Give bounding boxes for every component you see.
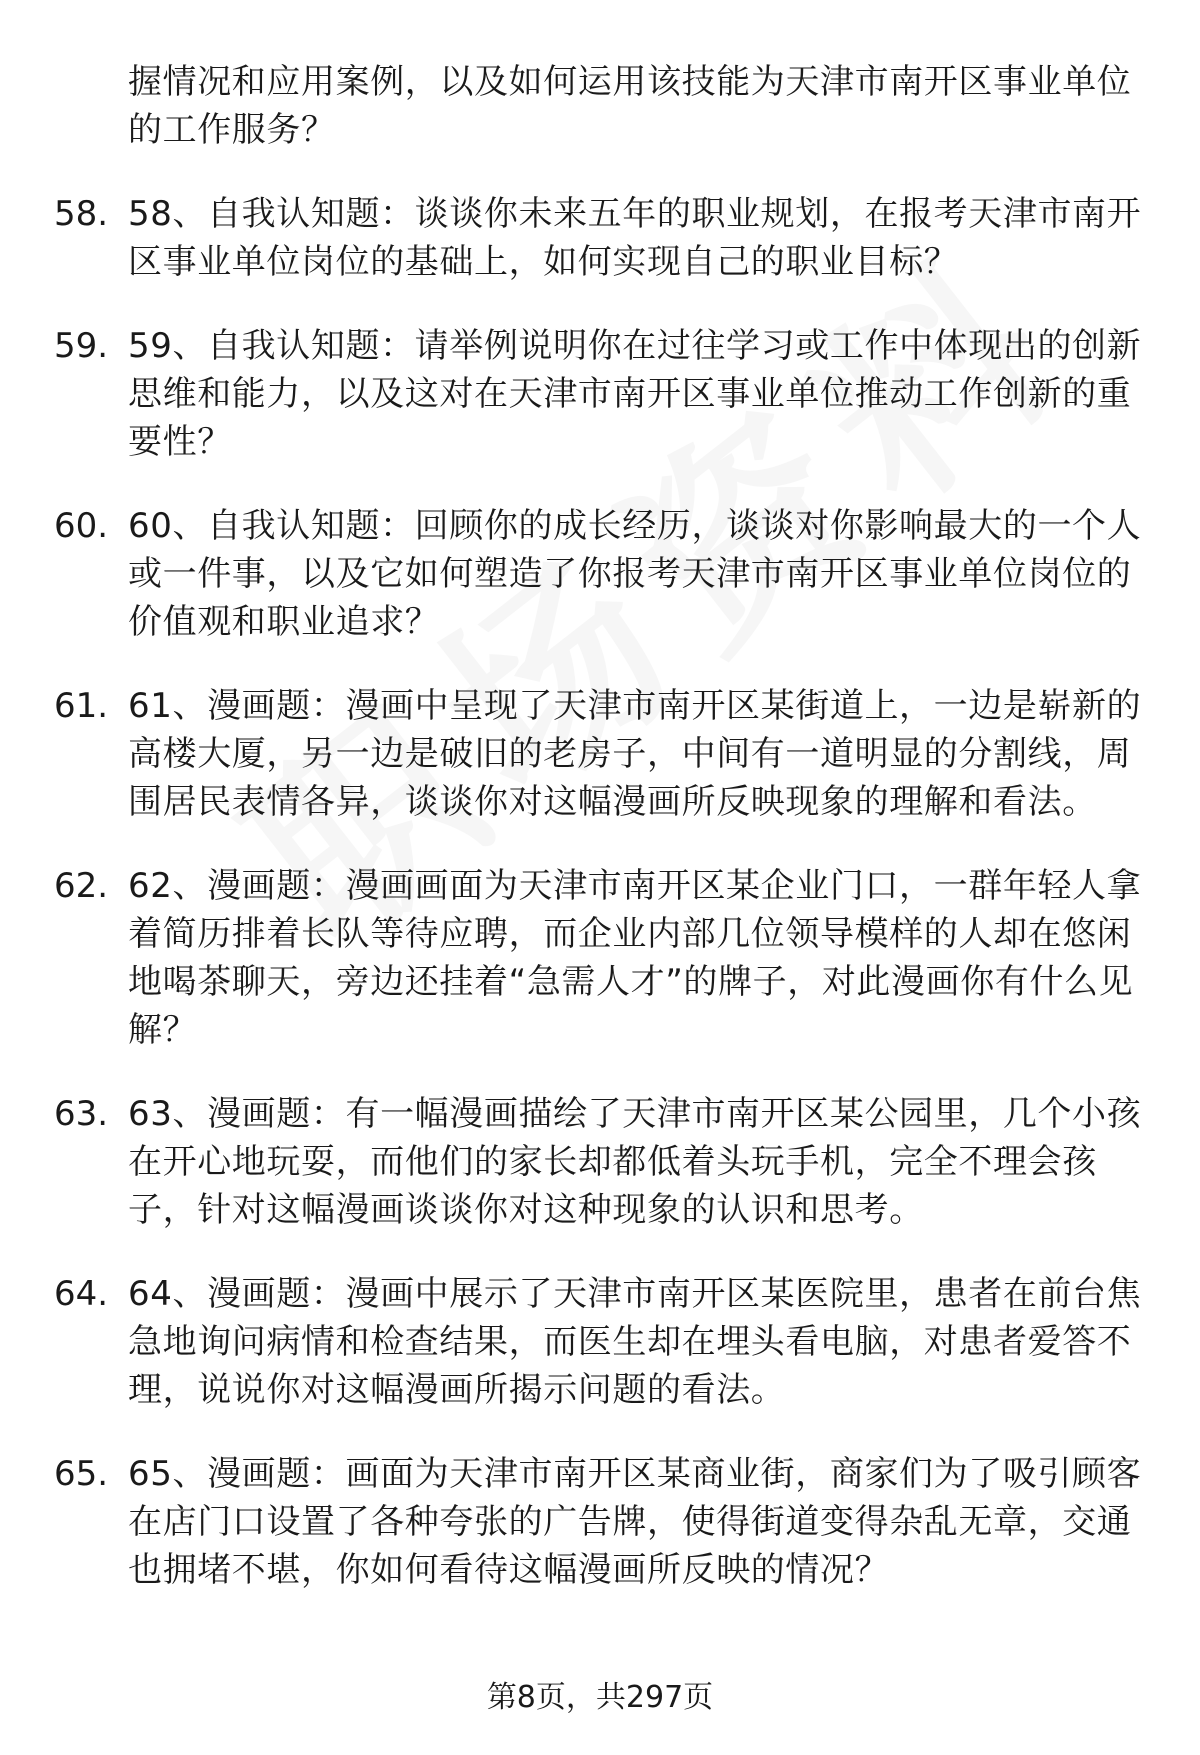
item-number: 65. (54, 1454, 109, 1494)
list-item (0, 1270, 1200, 1414)
list-item (0, 862, 1200, 1054)
page-footer: 第8页，共297页 (486, 1680, 714, 1715)
list-item (0, 1090, 1200, 1234)
list-item (0, 682, 1200, 826)
item-number: 59. (54, 326, 109, 366)
question-list (0, 58, 1200, 1630)
item-text: 64、漫画题：漫画中展示了天津市南开区某医院里，患者在前台焦急地询问病情和检查结果，而医生却在埋头看电脑，对患者爱答不理，说说你对这幅漫画所揭示问题的看法。 (128, 1274, 1142, 1410)
list-item (0, 322, 1200, 466)
item-text: 59、自我认知题：请举例说明你在过往学习或工作中体现出的创新思维和能力，以及这对在天津市南开区事业单位推动工作创新的重要性？ (128, 326, 1142, 462)
continuation-text: 握情况和应用案例，以及如何运用该技能为天津市南开区事业单位的工作服务？ (128, 62, 1132, 150)
item-number: 61. (54, 686, 109, 726)
item-number: 62. (54, 866, 109, 906)
item-text: 61、漫画题：漫画中呈现了天津市南开区某街道上，一边是崭新的高楼大厦，另一边是破旧的老房子，中间有一道明显的分割线，周围居民表情各异，谈谈你对这幅漫画所反映现象的理解和看法。 (128, 686, 1142, 822)
item-number: 64. (54, 1274, 109, 1314)
item-text: 58、自我认知题：谈谈你未来五年的职业规划，在报考天津市南开区事业单位岗位的基础上，如何实现自己的职业目标？ (128, 194, 1142, 282)
continuation-paragraph (0, 58, 1200, 154)
item-text: 65、漫画题：画面为天津市南开区某商业街，商家们为了吸引顾客在店门口设置了各种夸张的广告牌，使得街道变得杂乱无章，交通也拥堵不堪，你如何看待这幅漫画所反映的情况？ (128, 1454, 1142, 1590)
list-item (0, 1450, 1200, 1594)
list-item (0, 502, 1200, 646)
item-number: 63. (54, 1094, 109, 1134)
item-number: 60. (54, 506, 109, 546)
list-item (0, 190, 1200, 286)
item-text: 63、漫画题：有一幅漫画描绘了天津市南开区某公园里，几个小孩在开心地玩耍，而他们的家长却都低着头玩手机，完全不理会孩子，针对这幅漫画谈谈你对这种现象的认识和思考。 (128, 1094, 1142, 1230)
item-text: 62、漫画题：漫画画面为天津市南开区某企业门口，一群年轻人拿着简历排着长队等待应聘，而企业内部几位领导模样的人却在悠闲地喝茶聊天，旁边还挂着“急需人才”的牌子，对此漫画你有什么见解？ (128, 866, 1142, 1050)
item-number: 58. (54, 194, 109, 234)
item-text: 60、自我认知题：回顾你的成长经历，谈谈对你影响最大的一个人或一件事，以及它如何塑造了你报考天津市南开区事业单位岗位的价值观和职业追求？ (128, 506, 1142, 642)
